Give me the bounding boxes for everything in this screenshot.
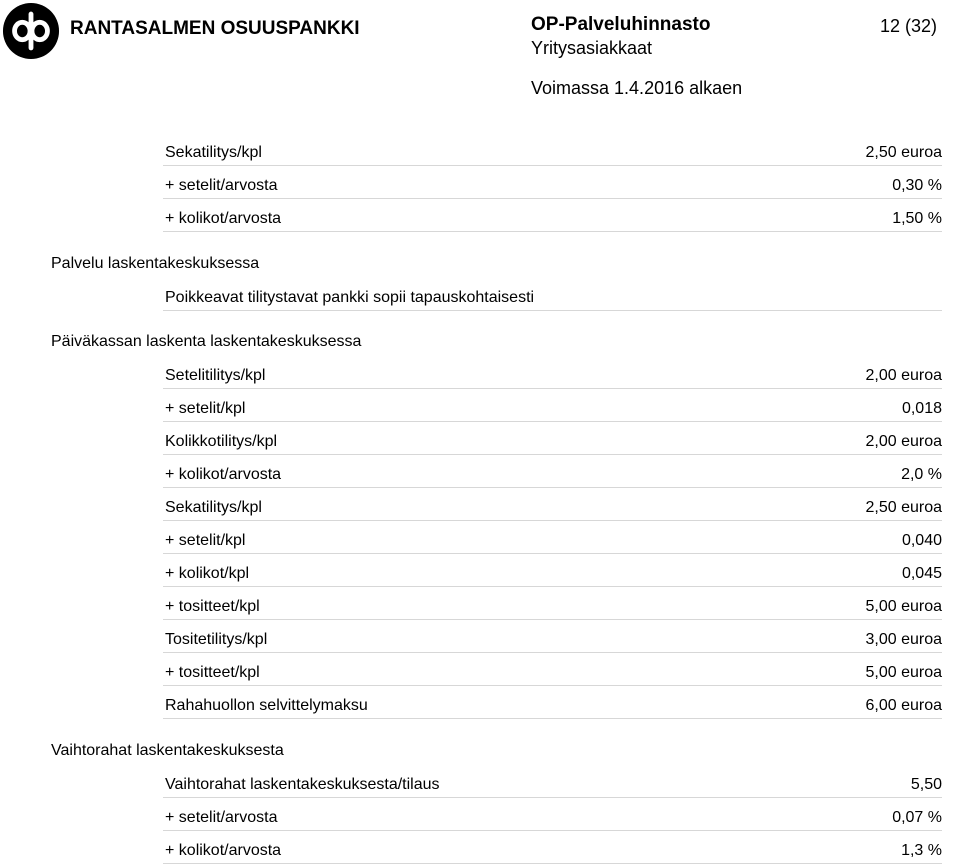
validity-date: Voimassa 1.4.2016 alkaen	[531, 78, 743, 98]
price-row	[163, 429, 942, 455]
price-label: Poikkeavat tilitystavat pankki sopii tapauskohtaisesti	[165, 289, 535, 306]
price-value: 2,50 euroa	[865, 499, 942, 516]
price-label: + setelit/arvosta	[165, 809, 278, 826]
price-label: + setelit/arvosta	[165, 177, 278, 194]
price-row	[163, 594, 942, 620]
price-row	[163, 561, 942, 587]
price-value: 0,040	[901, 532, 942, 549]
price-row	[163, 805, 942, 831]
price-row	[163, 462, 942, 488]
document-subtitle: Yritysasiakkaat	[531, 38, 653, 58]
price-row	[163, 140, 942, 166]
price-row	[163, 495, 942, 521]
price-value: 1,50 %	[892, 210, 942, 227]
price-label: + kolikot/arvosta	[165, 842, 282, 859]
price-label: + tositteet/kpl	[165, 664, 260, 681]
price-row	[163, 627, 942, 653]
price-label: Rahahuollon selvittelymaksu	[165, 697, 368, 714]
price-value: 0,30 %	[892, 177, 942, 194]
price-label: + tositteet/kpl	[165, 598, 260, 615]
page-number: 12 (32)	[879, 16, 937, 36]
price-row	[163, 285, 942, 311]
price-row	[163, 363, 942, 389]
bank-name: RANTASALMEN OSUUSPANKKI	[70, 18, 360, 39]
document-title: OP-Palveluhinnasto	[531, 14, 711, 35]
price-value: 5,50	[910, 776, 942, 793]
price-value: 0,045	[901, 565, 942, 582]
price-value: 6,00 euroa	[865, 697, 942, 714]
price-label: + kolikot/arvosta	[165, 466, 282, 483]
price-label: + setelit/kpl	[165, 532, 246, 549]
price-value: 2,00 euroa	[865, 433, 942, 450]
price-row	[163, 173, 942, 199]
price-row	[163, 660, 942, 686]
op-logo-icon	[2, 2, 60, 60]
price-value: 3,00 euroa	[865, 631, 942, 648]
section-heading: Päiväkassan laskenta laskentakeskuksessa	[51, 333, 362, 350]
price-value: 1,3 %	[901, 842, 942, 859]
price-row	[163, 206, 942, 232]
price-label: Kolikkotilitys/kpl	[165, 433, 278, 450]
price-label: + kolikot/arvosta	[165, 210, 282, 227]
price-value: 5,00 euroa	[865, 664, 942, 681]
price-row	[163, 838, 942, 864]
price-value: 2,0 %	[901, 466, 942, 483]
price-label: Tositetilitys/kpl	[165, 631, 268, 648]
price-row	[163, 693, 942, 719]
price-label: Sekatilitys/kpl	[165, 144, 262, 161]
price-row	[163, 772, 942, 798]
price-value: 2,00 euroa	[865, 367, 942, 384]
price-value: 0,018	[901, 400, 942, 417]
price-label: Setelitilitys/kpl	[165, 367, 266, 384]
section-heading: Palvelu laskentakeskuksessa	[51, 255, 260, 272]
price-row	[163, 396, 942, 422]
price-label: + setelit/kpl	[165, 400, 246, 417]
price-value: 0,07 %	[892, 809, 942, 826]
price-value: 5,00 euroa	[865, 598, 942, 615]
price-row	[163, 528, 942, 554]
price-label: + kolikot/kpl	[165, 565, 250, 582]
price-label: Sekatilitys/kpl	[165, 499, 262, 516]
section-heading: Vaihtorahat laskentakeskuksesta	[51, 742, 284, 759]
price-value: 2,50 euroa	[865, 144, 942, 161]
price-label: Vaihtorahat laskentakeskuksesta/tilaus	[165, 776, 440, 793]
